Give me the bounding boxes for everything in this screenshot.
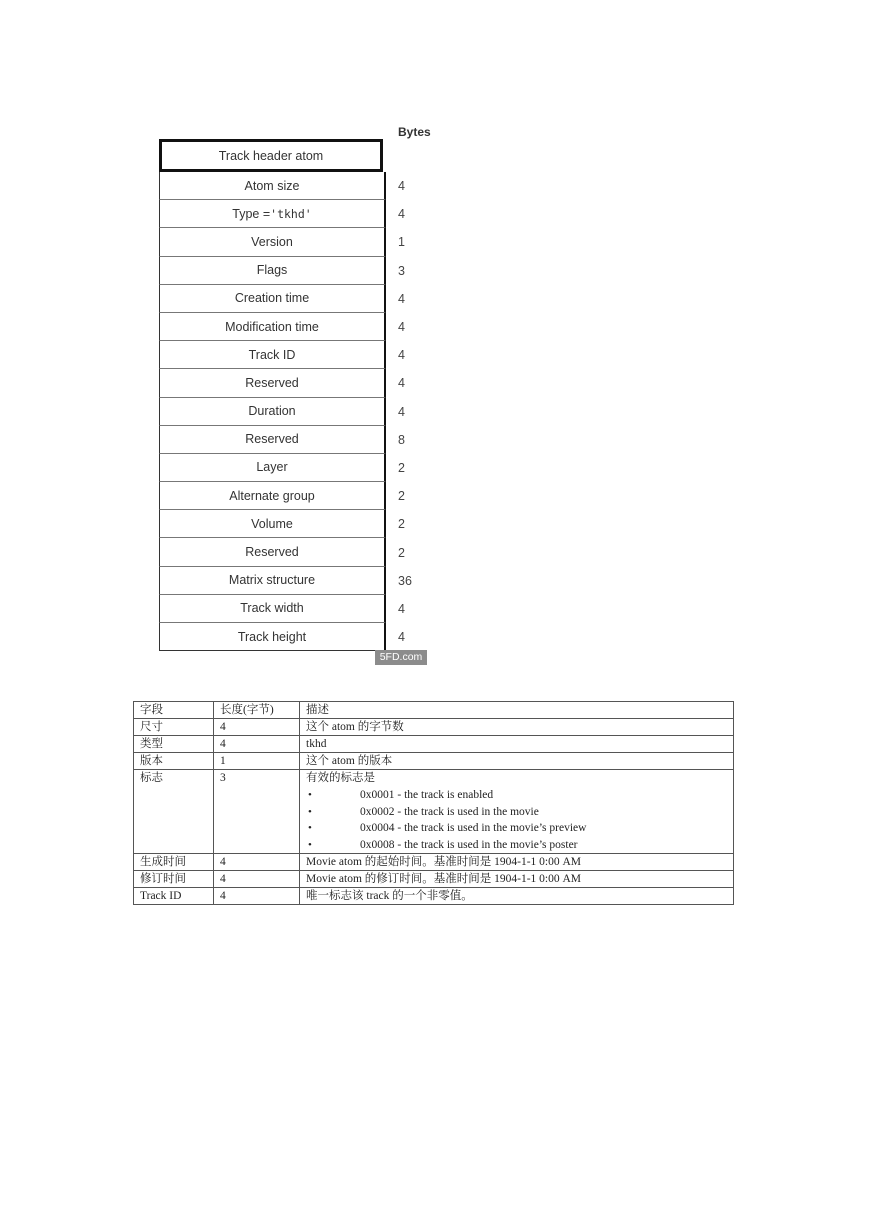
table-row: [134, 854, 734, 871]
description-text: 唯一标志该 track 的一个非零值。: [306, 890, 473, 902]
bullet-icon: •: [308, 822, 312, 834]
atom-field-type-code: 'tkhd': [270, 206, 312, 221]
atom-field-row: [159, 510, 405, 538]
atom-field-bytes: 8: [398, 432, 405, 447]
atom-field-row: [159, 482, 405, 510]
flag-list: [306, 787, 733, 853]
atom-field-bytes: 2: [398, 517, 405, 532]
atom-field-row: [159, 257, 405, 285]
atom-field-bytes: 2: [398, 545, 405, 560]
atom-field-row: [159, 313, 405, 341]
cell-length: 4: [214, 719, 300, 736]
atom-field-name: Reserved: [159, 426, 386, 454]
atom-field-name: Modification time: [159, 313, 386, 341]
cell-field: 尺寸: [134, 719, 214, 736]
flag-item: [306, 804, 733, 821]
atom-field-bytes: 3: [398, 263, 405, 278]
atom-field-bytes: 4: [398, 207, 405, 222]
track-header-atom-diagram: [158, 125, 438, 670]
table-row: [134, 736, 734, 753]
cell-field: 类型: [134, 736, 214, 753]
cell-description: [300, 736, 734, 753]
atom-field-row: [159, 200, 405, 228]
atom-field-row: [159, 369, 405, 397]
field-description-table: [133, 701, 734, 905]
atom-field-name: Duration: [159, 398, 386, 426]
description-text: 这个 atom 的字节数: [306, 721, 404, 733]
bullet-icon: •: [308, 838, 312, 851]
cell-description: [300, 871, 734, 888]
cell-length: 3: [214, 770, 300, 854]
atom-field-bytes: 4: [398, 291, 405, 306]
atom-field-bytes: 4: [398, 179, 405, 194]
atom-field-row: [159, 426, 405, 454]
atom-field-bytes: 2: [398, 489, 405, 504]
bullet-icon: •: [308, 805, 312, 818]
table-row: [134, 888, 734, 905]
atom-field-name: Reserved: [159, 538, 386, 566]
bullet-icon: •: [308, 789, 312, 801]
atom-field-row: [159, 172, 405, 200]
cell-field: 版本: [134, 753, 214, 770]
table-row: [134, 770, 734, 854]
atom-field-bytes: 36: [398, 573, 412, 588]
cell-length: 4: [214, 736, 300, 753]
atom-field-name: Layer: [159, 454, 386, 482]
atom-field-row: [159, 567, 412, 595]
atom-field-row: [159, 228, 405, 256]
atom-field-row: [159, 341, 405, 369]
cell-length: 1: [214, 753, 300, 770]
header-description: 描述: [300, 702, 734, 719]
atom-field-name: [159, 200, 386, 228]
atom-field-name: Track ID: [159, 341, 386, 369]
cell-description: [300, 888, 734, 905]
cell-description: [300, 753, 734, 770]
atom-field-bytes: 4: [398, 404, 405, 419]
atom-field-row: [159, 398, 405, 426]
flag-text: 0x0002 - the track is used in the movie: [360, 805, 539, 818]
atom-field-name: Alternate group: [159, 482, 386, 510]
atom-field-row: [159, 454, 405, 482]
cell-length: 4: [214, 871, 300, 888]
cell-length: 4: [214, 854, 300, 871]
atom-field-bytes: 4: [398, 630, 405, 645]
description-text: tkhd: [306, 738, 327, 750]
table-header-row: [134, 702, 734, 719]
atom-field-list: [159, 172, 412, 651]
cell-length: 4: [214, 888, 300, 905]
atom-field-name: Track width: [159, 595, 386, 623]
table-row: [134, 871, 734, 888]
atom-field-name: Atom size: [159, 172, 386, 200]
watermark-badge: 5FD.com: [375, 650, 427, 665]
flag-text: 0x0008 - the track is used in the movie’s poster: [360, 838, 578, 851]
atom-field-name: Version: [159, 228, 386, 256]
atom-field-row: [159, 538, 405, 566]
atom-field-bytes: 1: [398, 235, 405, 250]
flag-item: [306, 837, 733, 854]
cell-field: Track ID: [134, 888, 214, 905]
table-row: [134, 753, 734, 770]
atom-field-row: [159, 285, 405, 313]
atom-field-name: Creation time: [159, 285, 386, 313]
atom-field-type-label: Type =: [232, 206, 271, 221]
description-text: Movie atom 的起始时间。基准时间是 1904-1-1 0:00 AM: [306, 856, 582, 868]
atom-field-bytes: 4: [398, 320, 405, 335]
flag-item: [306, 820, 733, 837]
description-text: 有效的标志是: [306, 772, 375, 784]
flag-text: 0x0001 - the track is enabled: [360, 789, 494, 801]
atom-field-bytes: 2: [398, 460, 405, 475]
flag-text: 0x0004 - the track is used in the movie’s preview: [360, 822, 587, 834]
cell-description: [300, 854, 734, 871]
atom-field-name: Matrix structure: [159, 567, 386, 595]
atom-field-row: [159, 623, 405, 651]
atom-field-name: Track height: [159, 623, 386, 651]
atom-title-box: Track header atom: [159, 139, 383, 172]
atom-field-name: Volume: [159, 510, 386, 538]
atom-field-row: [159, 595, 405, 623]
bytes-column-header: Bytes: [398, 125, 431, 139]
cell-field: 修订时间: [134, 871, 214, 888]
table-row: [134, 719, 734, 736]
description-text: 这个 atom 的版本: [306, 755, 393, 767]
atom-field-name: Reserved: [159, 369, 386, 397]
header-length: 长度(字节): [214, 702, 300, 719]
header-field: 字段: [134, 702, 214, 719]
atom-field-bytes: 4: [398, 376, 405, 391]
flag-item: [306, 787, 733, 804]
description-text: Movie atom 的修订时间。基准时间是 1904-1-1 0:00 AM: [306, 873, 582, 885]
atom-field-name: Flags: [159, 257, 386, 285]
cell-description: [300, 719, 734, 736]
atom-field-bytes: 4: [398, 601, 405, 616]
cell-description: [300, 770, 734, 854]
cell-field: 生成时间: [134, 854, 214, 871]
atom-field-bytes: 4: [398, 348, 405, 363]
cell-field: 标志: [134, 770, 214, 854]
